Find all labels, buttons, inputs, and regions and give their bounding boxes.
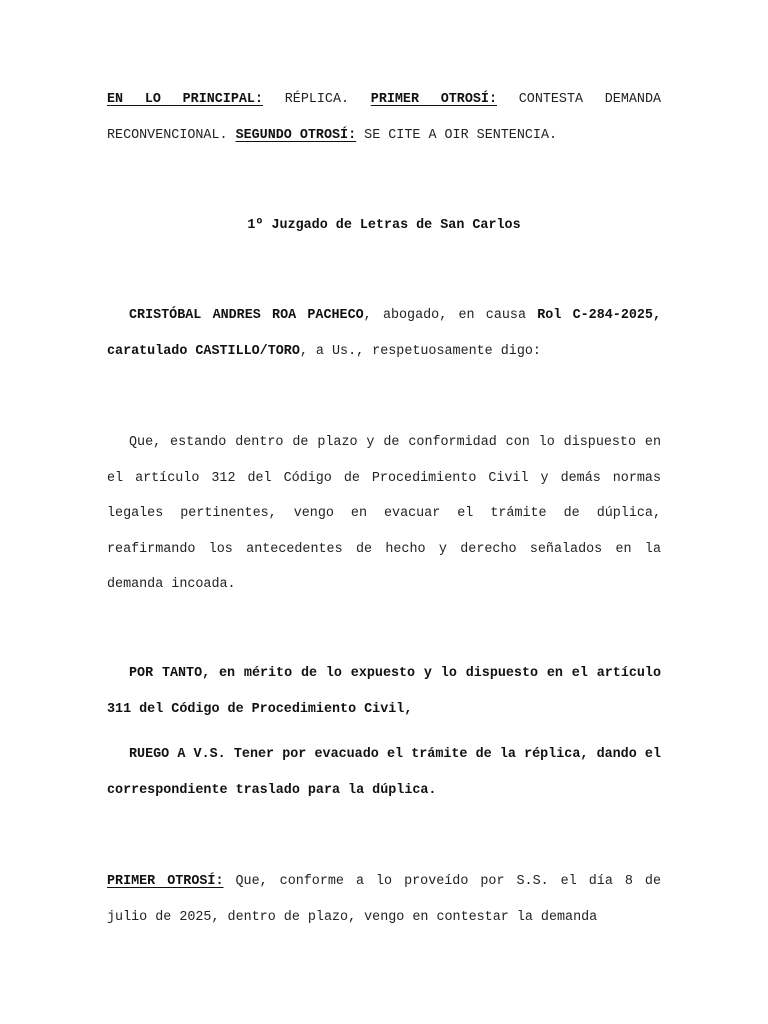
intro-text-1: , abogado, en causa <box>363 308 538 323</box>
ruego-paragraph: RUEGO A V.S. Tener por evacuado el trámite de la réplica, dando el correspondiente traslado para la dúplica. <box>107 747 661 798</box>
sumilla-text-segundo-otrosi: SE CITE A OIR SENTENCIA. <box>356 127 558 143</box>
sumilla-text-principal: RÉPLICA. <box>263 92 371 107</box>
por-tanto-paragraph: POR TANTO, en mérito de lo expuesto y lo dispuesto en el artículo 311 del Código de Procedimiento Civil, <box>107 666 661 717</box>
sumilla-block <box>107 82 661 153</box>
sumilla-text-primer-otrosi: CONTESTA DEMANDA RECONVENCIONAL. <box>107 92 662 143</box>
primer-otrosi-paragraph <box>107 864 661 935</box>
sumilla-label-segundo-otrosi: SEGUNDO OTROSÍ: <box>235 127 357 143</box>
case-rol: Rol C-284-2025, caratulado CASTILLO/TORO <box>107 308 662 359</box>
primer-otrosi-label: PRIMER OTROSÍ: <box>107 874 224 889</box>
sumilla-label-principal: EN LO PRINCIPAL: <box>107 92 263 107</box>
court-heading: 1º Juzgado de Letras de San Carlos <box>247 218 521 233</box>
lawyer-name: CRISTÓBAL ANDRES ROA PACHECO <box>129 308 364 323</box>
body-paragraph: Que, estando dentro de plazo y de conformidad con lo dispuesto en el artículo 312 del Código de Procedimiento Civil y demás normas legales pertinentes, vengo en evacuar el trámite de dúplica, reafirmando los antecedentes de hecho y derecho señalados en la demanda incoada. <box>107 435 661 592</box>
primer-otrosi-text: Que, conforme a lo proveído por S.S. el día 8 de julio de 2025, dentro de plazo, vengo en contestar la demanda <box>107 874 662 925</box>
intro-text-2: , a Us., respetuosamente digo: <box>299 343 541 359</box>
sumilla-label-primer-otrosi: PRIMER OTROSÍ: <box>370 92 497 107</box>
intro-paragraph <box>107 298 661 369</box>
